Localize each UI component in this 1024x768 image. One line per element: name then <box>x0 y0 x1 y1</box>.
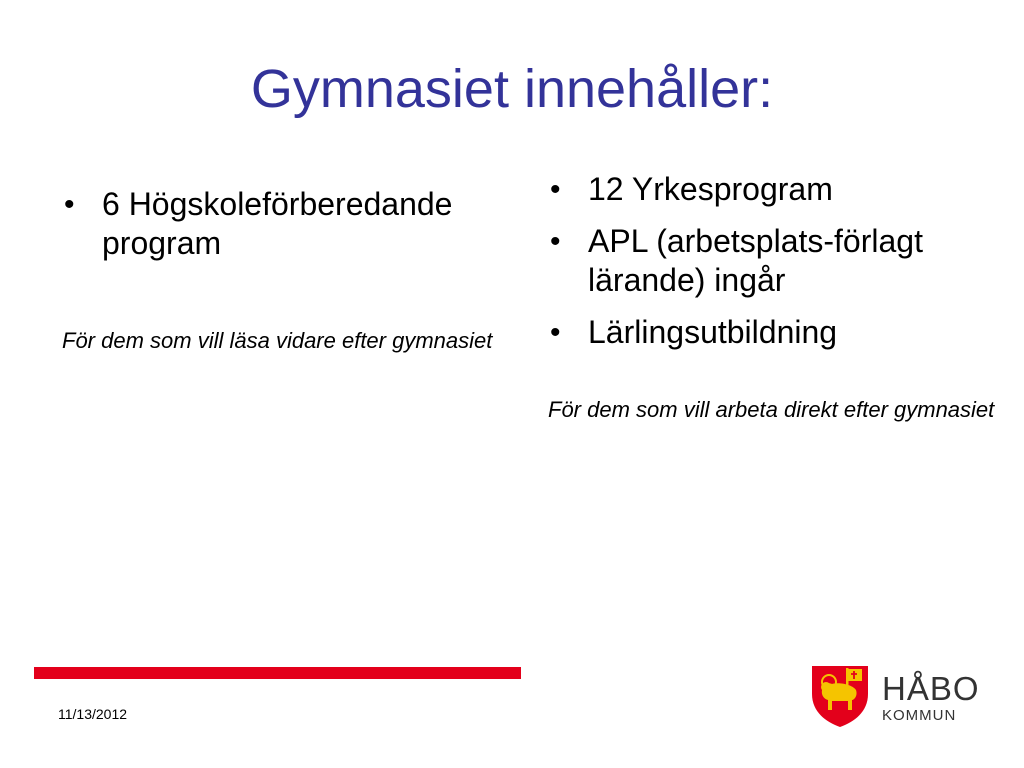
left-bullet-list <box>62 185 542 263</box>
list-item <box>62 185 542 263</box>
list-item <box>548 170 1008 209</box>
habo-lamb-crest-icon <box>808 660 872 728</box>
slide-date: 11/13/2012 <box>58 706 128 722</box>
right-bullet-list <box>548 170 1008 352</box>
list-item <box>548 222 1008 300</box>
bullet-text: 12 Yrkesprogram <box>588 171 833 207</box>
list-item <box>548 313 1008 352</box>
accent-bar <box>34 667 521 679</box>
bullet-text: 6 Högskoleförberedande program <box>102 186 453 261</box>
left-note: För dem som vill läsa vidare efter gymnasiet <box>62 328 493 353</box>
logo-subtitle: KOMMUN <box>882 707 957 724</box>
left-column <box>62 185 542 357</box>
bullet-icon: • <box>550 225 561 258</box>
logo-name: HÅBO <box>882 670 980 707</box>
bullet-text: APL (arbetsplats-förlagt lärande) ingår <box>588 223 923 298</box>
right-note: För dem som vill arbeta direkt efter gymnasiet <box>548 397 995 422</box>
bullet-text: Lärlingsutbildning <box>588 314 838 350</box>
slide-title: Gymnasiet innehåller: <box>250 59 774 119</box>
bullet-icon: • <box>550 173 561 206</box>
right-column <box>548 170 1008 426</box>
habo-logo <box>808 660 988 730</box>
bullet-icon: • <box>64 188 75 221</box>
bullet-icon: • <box>550 316 561 349</box>
